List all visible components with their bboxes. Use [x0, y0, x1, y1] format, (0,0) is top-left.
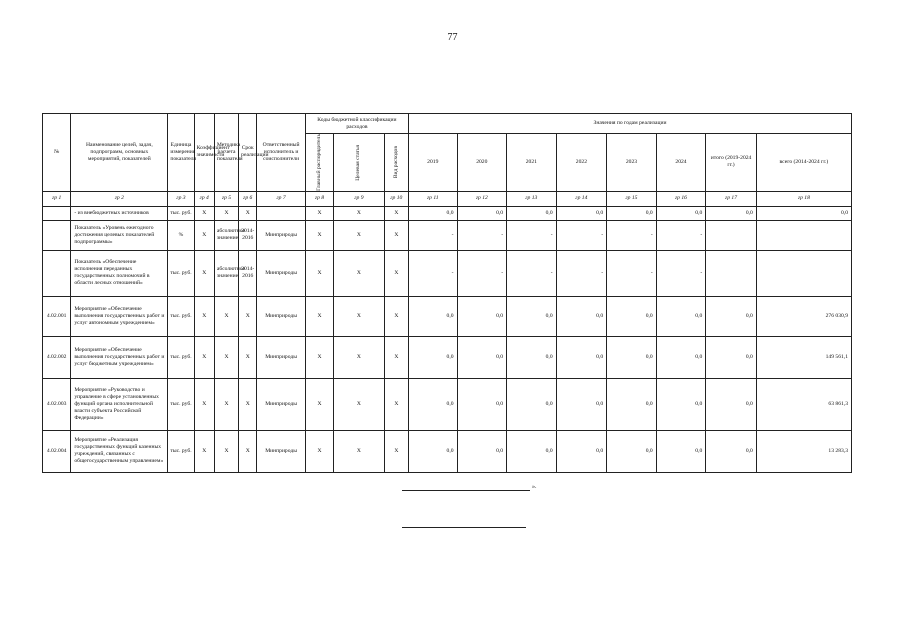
- row-value: [706, 220, 757, 250]
- row-value: 63 861,3: [756, 378, 851, 430]
- row-method: Х: [214, 336, 238, 378]
- header-year: 2024: [656, 134, 706, 192]
- row-value: 0,0: [706, 296, 757, 336]
- row-value: 0,0: [656, 336, 706, 378]
- header-bk-type: Вид расходов: [384, 134, 408, 192]
- table-row: [43, 220, 852, 250]
- row-executor: Минприроды: [257, 220, 306, 250]
- row-value: 0,0: [457, 296, 507, 336]
- row-name: Показатель «Уровень ежегодного достижения целевых показателей подпрограммы»: [71, 220, 168, 250]
- row-name: Мероприятие «Обеспечение выполнения государственных работ и услуг автономным учреждением»: [71, 296, 168, 336]
- row-value: 0,0: [607, 296, 657, 336]
- row-executor: Минприроды: [257, 336, 306, 378]
- header-year: 2021: [507, 134, 557, 192]
- closing-mark: ».: [532, 484, 537, 490]
- row-value: 0,0: [507, 430, 557, 472]
- row-term: Х: [239, 206, 257, 220]
- header-exec: Ответственный исполнитель и соисполнители: [257, 114, 306, 192]
- row-name: Показатель «Обеспечение исполнения переданных государственных полномочий в области лесных отношений»: [71, 250, 168, 296]
- header-year: 2019: [409, 134, 458, 192]
- group-number-cell: гр 7: [257, 191, 306, 206]
- group-number-cell: гр 9: [334, 191, 385, 206]
- row-term: 2014-2016: [239, 250, 257, 296]
- group-number-cell: гр 6: [239, 191, 257, 206]
- row-value: -: [556, 250, 607, 296]
- signature-line-1: [402, 490, 530, 491]
- row-number: 4.02.004: [43, 430, 71, 472]
- row-bk-target: Х: [334, 336, 385, 378]
- row-value: 0,0: [656, 430, 706, 472]
- row-unit: тыс. руб.: [168, 296, 194, 336]
- row-bk-target: Х: [334, 296, 385, 336]
- row-bk-target: Х: [334, 378, 385, 430]
- row-bk-main: Х: [305, 378, 333, 430]
- row-value: 0,0: [656, 206, 706, 220]
- row-term: 2014-2016: [239, 220, 257, 250]
- row-method: абсолютное значение: [214, 250, 238, 296]
- row-value: 0,0: [507, 206, 557, 220]
- table-row: [43, 296, 852, 336]
- row-bk-target: Х: [334, 430, 385, 472]
- row-value: -: [409, 250, 458, 296]
- group-number-cell: гр 12: [457, 191, 507, 206]
- row-value: -: [457, 250, 507, 296]
- row-bk-main: Х: [305, 336, 333, 378]
- row-value: -: [656, 220, 706, 250]
- row-bk-main: Х: [305, 250, 333, 296]
- row-value: 0,0: [706, 336, 757, 378]
- table-row: [43, 250, 852, 296]
- row-value: 0,0: [607, 430, 657, 472]
- row-coef: Х: [194, 430, 214, 472]
- header-total-2014-2024: всего (2014-2024 гг.): [756, 134, 851, 192]
- row-value: [706, 250, 757, 296]
- header-year: 2023: [607, 134, 657, 192]
- row-value: 0,0: [457, 430, 507, 472]
- row-method: Х: [214, 378, 238, 430]
- row-executor: Минприроды: [257, 378, 306, 430]
- row-coef: Х: [194, 296, 214, 336]
- row-value: 0,0: [409, 430, 458, 472]
- group-number-cell: гр 2: [71, 191, 168, 206]
- row-value: -: [409, 220, 458, 250]
- row-term: Х: [239, 378, 257, 430]
- row-bk-type: Х: [384, 296, 408, 336]
- row-value: 0,0: [457, 336, 507, 378]
- row-bk-target: Х: [334, 206, 385, 220]
- header-term: Срок реализации: [239, 114, 257, 192]
- row-value: 0,0: [507, 296, 557, 336]
- row-number: [43, 206, 71, 220]
- group-number-cell: гр 8: [305, 191, 333, 206]
- header-bk-main: Главный распорядитель: [305, 134, 333, 192]
- row-method: Х: [214, 206, 238, 220]
- row-value: 276 030,9: [756, 296, 851, 336]
- row-value: 0,0: [706, 430, 757, 472]
- row-value: [756, 220, 851, 250]
- row-bk-main: Х: [305, 430, 333, 472]
- row-value: 0,0: [656, 378, 706, 430]
- row-value: 0,0: [556, 378, 607, 430]
- header-year: 2022: [556, 134, 607, 192]
- row-term: Х: [239, 430, 257, 472]
- row-bk-main: Х: [305, 220, 333, 250]
- group-number-cell: гр 17: [706, 191, 757, 206]
- header-unit: Единица измерения показателя: [168, 114, 194, 192]
- row-value: -: [607, 250, 657, 296]
- row-value: 13 283,3: [756, 430, 851, 472]
- row-bk-type: Х: [384, 250, 408, 296]
- row-number: 4.02.003: [43, 378, 71, 430]
- group-number-cell: гр 5: [214, 191, 238, 206]
- row-executor: Минприроды: [257, 250, 306, 296]
- page-number: 77: [447, 32, 458, 43]
- group-number-cell: гр 13: [507, 191, 557, 206]
- header-coef: Коэффициент значимости: [194, 114, 214, 192]
- row-term: Х: [239, 296, 257, 336]
- row-value: -: [457, 220, 507, 250]
- row-bk-type: Х: [384, 430, 408, 472]
- program-table: [42, 113, 852, 473]
- row-value: [756, 250, 851, 296]
- header-no: №: [43, 114, 71, 192]
- group-number-cell: гр 3: [168, 191, 194, 206]
- row-value: -: [556, 220, 607, 250]
- row-value: 0,0: [756, 206, 851, 220]
- row-value: 0,0: [706, 206, 757, 220]
- header-total-2019-2024: итого (2019-2024 гг.): [706, 134, 757, 192]
- row-bk-main: Х: [305, 206, 333, 220]
- header-bk-target: Целевая статья: [334, 134, 385, 192]
- header-bk-title: Коды бюджетной классификации расходов: [305, 114, 408, 134]
- row-name: Мероприятие «Обеспечение выполнения государственных работ и услуг бюджетным учреждением»: [71, 336, 168, 378]
- group-number-cell: гр 4: [194, 191, 214, 206]
- row-unit: тыс. руб.: [168, 336, 194, 378]
- row-name: Мероприятие «Реализация государственных функций казенных учреждений, связанных с общегосударственным управлением»: [71, 430, 168, 472]
- header-name: Наименование целей, задач, подпрограмм, основных мероприятий, показателей: [71, 114, 168, 192]
- row-unit: тыс. руб.: [168, 250, 194, 296]
- group-number-cell: гр 10: [384, 191, 408, 206]
- group-number-cell: гр 15: [607, 191, 657, 206]
- row-unit: %: [168, 220, 194, 250]
- row-value: 0,0: [457, 206, 507, 220]
- row-bk-type: Х: [384, 336, 408, 378]
- row-value: 0,0: [457, 378, 507, 430]
- row-method: Х: [214, 296, 238, 336]
- group-number-cell: гр 11: [409, 191, 458, 206]
- row-value: 0,0: [409, 378, 458, 430]
- row-value: -: [507, 220, 557, 250]
- header-method: Методика расчета показателя: [214, 114, 238, 192]
- row-method: Х: [214, 430, 238, 472]
- row-value: 0,0: [556, 206, 607, 220]
- row-coef: Х: [194, 336, 214, 378]
- row-bk-target: Х: [334, 250, 385, 296]
- header-year: 2020: [457, 134, 507, 192]
- row-executor: [257, 206, 306, 220]
- row-bk-type: Х: [384, 206, 408, 220]
- header-values-title: Значения по годам реализации: [409, 114, 852, 134]
- group-number-cell: гр 18: [756, 191, 851, 206]
- row-executor: Минприроды: [257, 296, 306, 336]
- table-row: [43, 206, 852, 220]
- row-number: 4.02.001: [43, 296, 71, 336]
- table-row: [43, 430, 852, 472]
- row-value: 0,0: [607, 378, 657, 430]
- row-value: -: [656, 250, 706, 296]
- group-number-cell: гр 16: [656, 191, 706, 206]
- group-number-row: [43, 191, 852, 206]
- row-term: Х: [239, 336, 257, 378]
- row-number: 4.02.002: [43, 336, 71, 378]
- row-coef: Х: [194, 206, 214, 220]
- row-value: 0,0: [607, 336, 657, 378]
- group-number-cell: гр 1: [43, 191, 71, 206]
- row-value: 0,0: [706, 378, 757, 430]
- row-unit: тыс. руб.: [168, 378, 194, 430]
- row-value: -: [507, 250, 557, 296]
- row-number: [43, 250, 71, 296]
- row-bk-type: Х: [384, 220, 408, 250]
- row-value: 0,0: [507, 378, 557, 430]
- table-row: [43, 336, 852, 378]
- row-coef: Х: [194, 220, 214, 250]
- row-executor: Минприроды: [257, 430, 306, 472]
- row-unit: тыс. руб.: [168, 206, 194, 220]
- row-value: 0,0: [507, 336, 557, 378]
- row-value: 0,0: [556, 430, 607, 472]
- row-name: Мероприятие «Руководство и управление в сфере установленных функций органа исполнительной власти субъекта Российской Федерации»: [71, 378, 168, 430]
- row-value: 0,0: [607, 206, 657, 220]
- row-coef: Х: [194, 250, 214, 296]
- row-value: 0,0: [409, 336, 458, 378]
- row-value: 0,0: [556, 296, 607, 336]
- row-value: -: [607, 220, 657, 250]
- row-coef: Х: [194, 378, 214, 430]
- row-name: - из внебюджетных источников: [71, 206, 168, 220]
- group-number-cell: гр 14: [556, 191, 607, 206]
- row-bk-main: Х: [305, 296, 333, 336]
- row-value: 0,0: [409, 206, 458, 220]
- row-unit: тыс. руб.: [168, 430, 194, 472]
- row-value: 149 561,1: [756, 336, 851, 378]
- row-number: [43, 220, 71, 250]
- row-value: 0,0: [409, 296, 458, 336]
- row-value: 0,0: [656, 296, 706, 336]
- row-value: 0,0: [556, 336, 607, 378]
- row-bk-type: Х: [384, 378, 408, 430]
- row-bk-target: Х: [334, 220, 385, 250]
- signature-line-2: [402, 527, 526, 528]
- row-method: абсолютное значение: [214, 220, 238, 250]
- table-row: [43, 378, 852, 430]
